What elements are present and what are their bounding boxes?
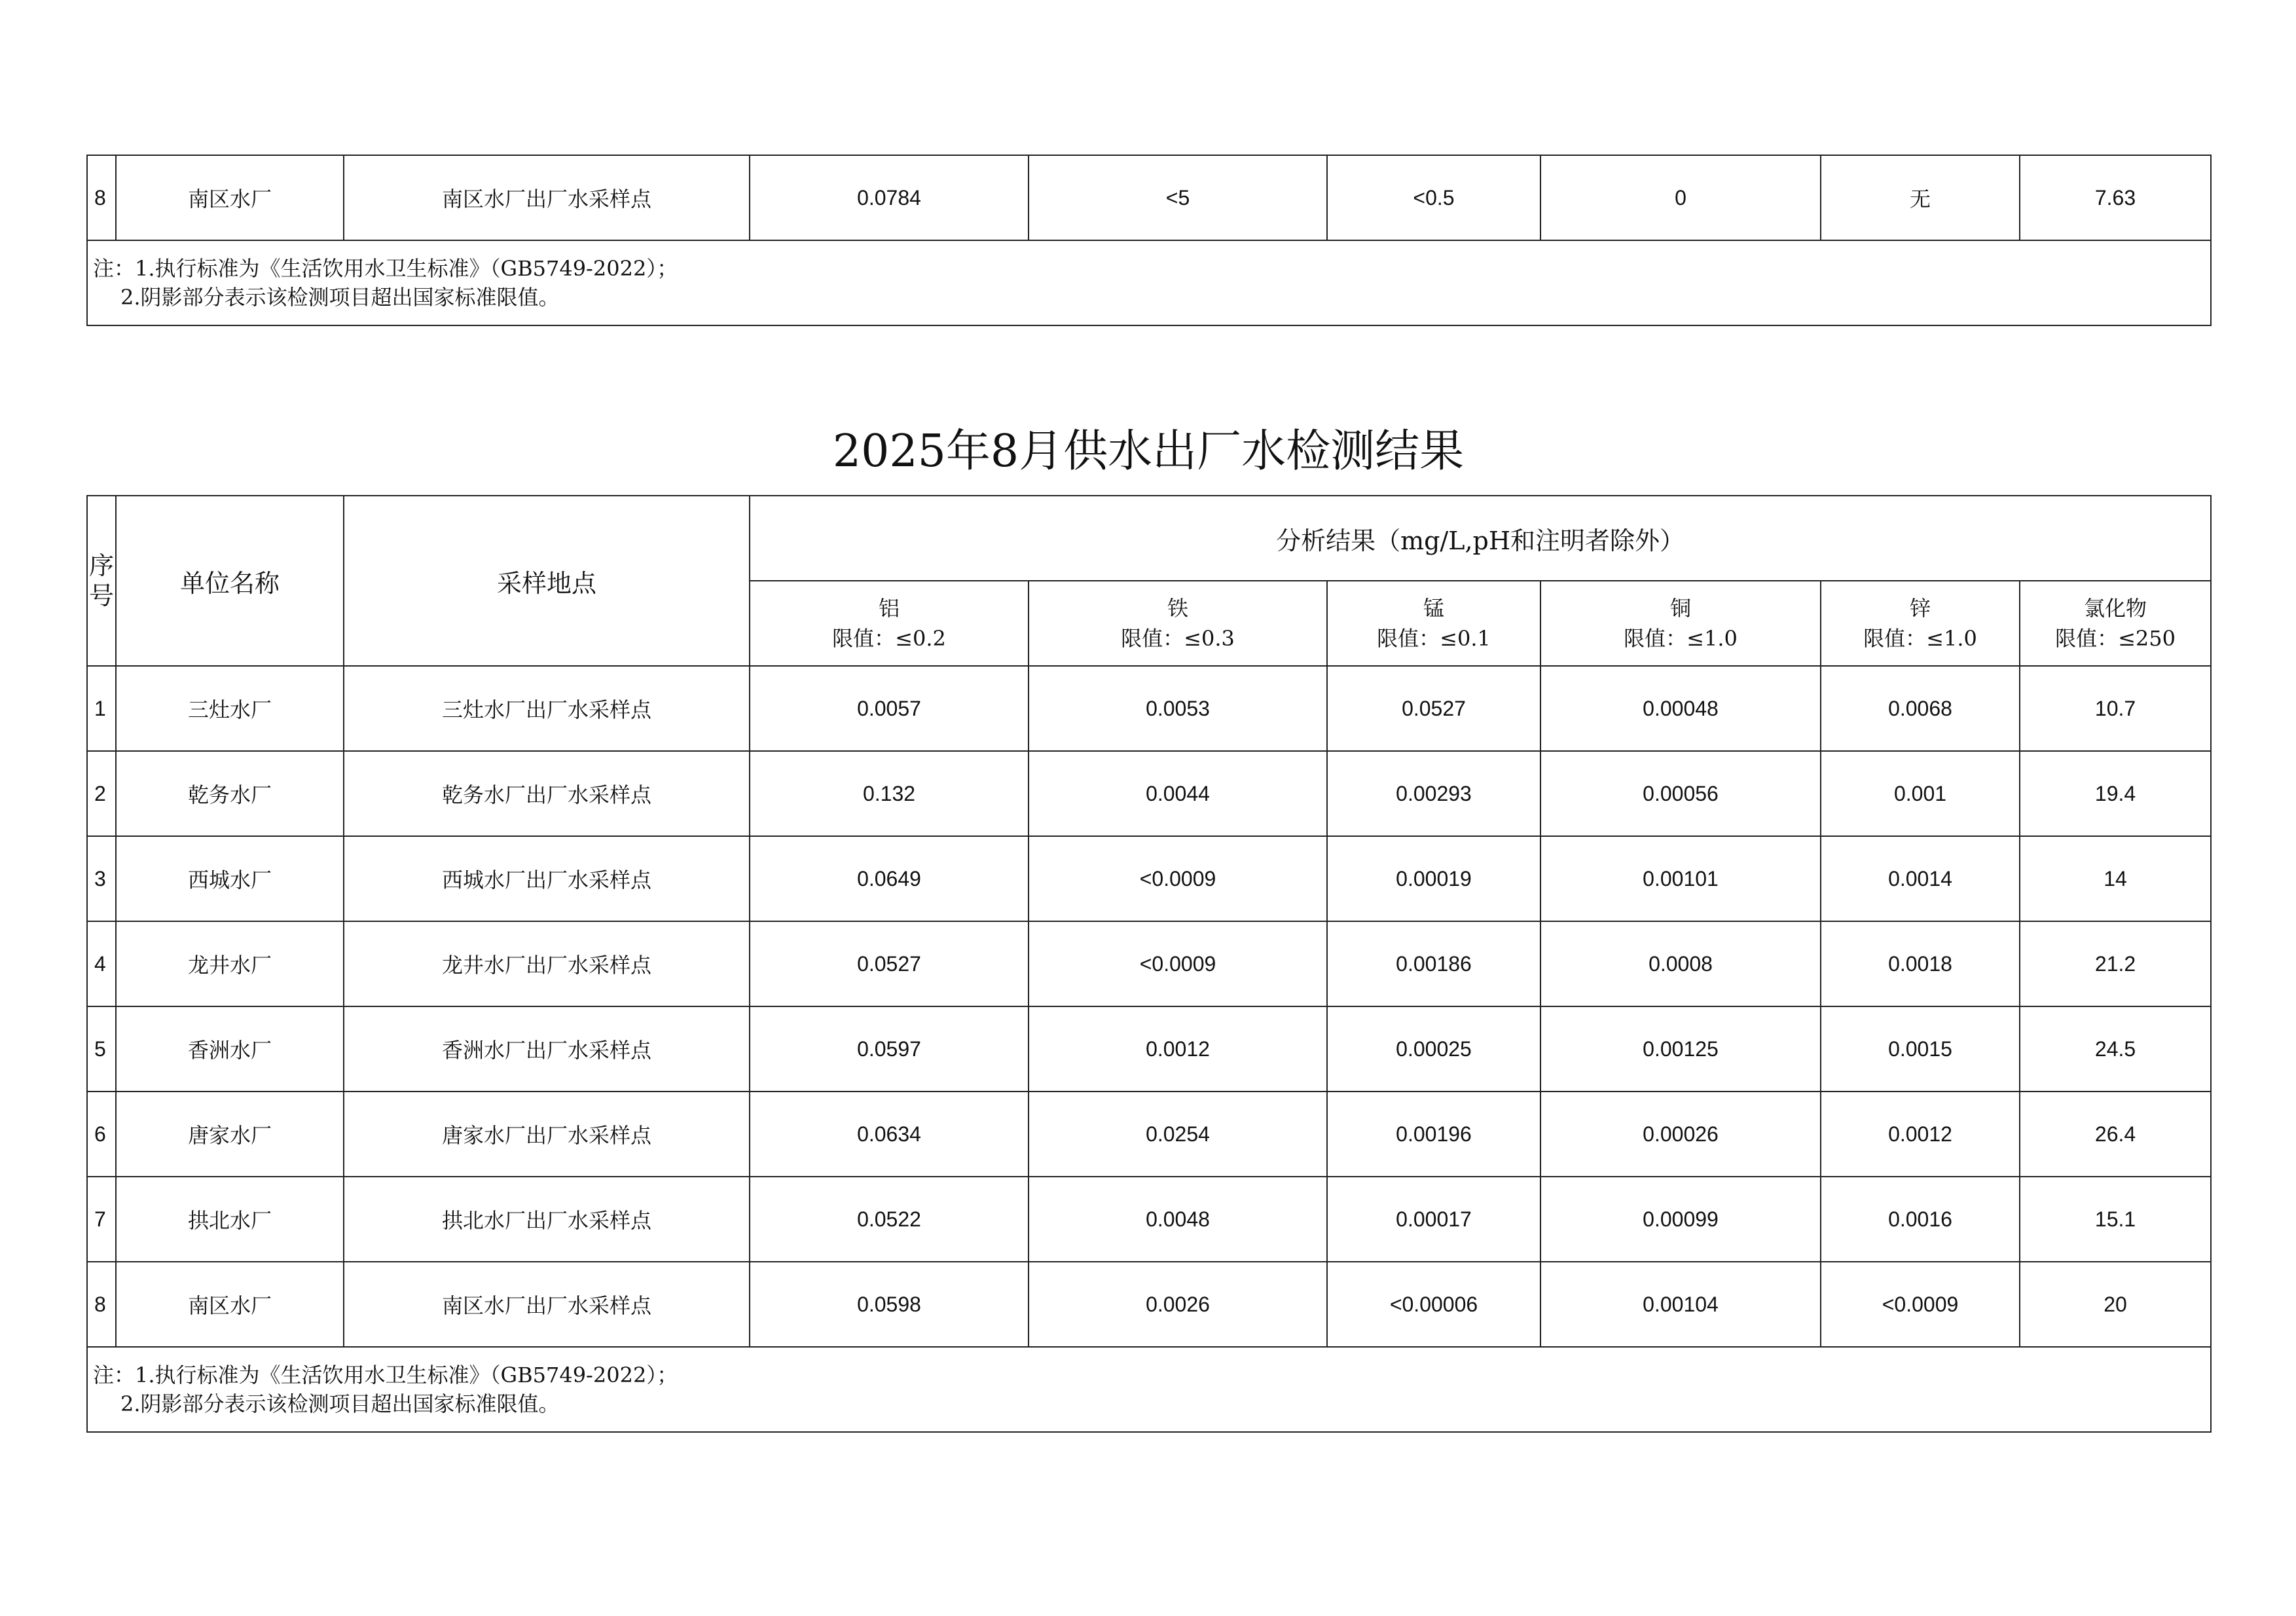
row-value: <0.0009: [1029, 836, 1327, 921]
row-value: 26.4: [2020, 1092, 2211, 1177]
row-value: 0.0527: [750, 921, 1029, 1006]
row-site: 南区水厂出厂水采样点: [344, 155, 750, 240]
row-seq: 8: [87, 155, 116, 240]
row-seq: 5: [87, 1006, 116, 1092]
row-value: 0.00196: [1327, 1092, 1540, 1177]
header-column: 铝 限值：≤0.2: [750, 581, 1029, 666]
row-seq: 2: [87, 751, 116, 836]
row-value: 0.00293: [1327, 751, 1540, 836]
note-line-1: 注：1.执行标准为《生活饮用水卫生标准》（GB5749-2022）；: [93, 256, 678, 281]
row-seq: 1: [87, 666, 116, 751]
row-unit: 南区水厂: [116, 155, 344, 240]
row-value: 0.00025: [1327, 1006, 1540, 1092]
row-value: 10.7: [2020, 666, 2211, 751]
header-column: 铁 限值：≤0.3: [1029, 581, 1327, 666]
row-seq: 8: [87, 1262, 116, 1347]
header-column: 锰 限值：≤0.1: [1327, 581, 1540, 666]
row-value: 0.00099: [1540, 1177, 1821, 1262]
row-value: 0.00026: [1540, 1092, 1821, 1177]
row-value: 0.0254: [1029, 1092, 1327, 1177]
row-seq: 7: [87, 1177, 116, 1262]
row-value: 0.0014: [1821, 836, 2020, 921]
row-unit: 乾务水厂: [116, 751, 344, 836]
header-analysis: 分析结果（mg/L,pH和注明者除外）: [750, 496, 2211, 581]
row-value: 无: [1821, 155, 2020, 240]
row-site: 唐家水厂出厂水采样点: [344, 1092, 750, 1177]
row-unit: 西城水厂: [116, 836, 344, 921]
row-value: 24.5: [2020, 1006, 2211, 1092]
row-unit: 拱北水厂: [116, 1177, 344, 1262]
row-value: 0.00019: [1327, 836, 1540, 921]
row-value: 0.0597: [750, 1006, 1029, 1092]
row-value: 15.1: [2020, 1177, 2211, 1262]
row-value: 0.0026: [1029, 1262, 1327, 1347]
row-value: <0.0009: [1029, 921, 1327, 1006]
row-value: 0.0012: [1821, 1092, 2020, 1177]
row-value: 20: [2020, 1262, 2211, 1347]
note-line-2: 2.阴影部分表示该检测项目超出国家标准限值。: [120, 285, 560, 310]
row-value: 0.00125: [1540, 1006, 1821, 1092]
previous-results-table: [86, 155, 2212, 326]
row-value: 0.0784: [750, 155, 1029, 240]
row-value: 0.0068: [1821, 666, 2020, 751]
row-value: <0.00006: [1327, 1262, 1540, 1347]
row-site: 龙井水厂出厂水采样点: [344, 921, 750, 1006]
row-seq: 6: [87, 1092, 116, 1177]
row-value: 0.00186: [1327, 921, 1540, 1006]
row-value: 0.0527: [1327, 666, 1540, 751]
note-row: [87, 240, 2211, 325]
row-value: 0.0048: [1029, 1177, 1327, 1262]
row-value: <0.5: [1327, 155, 1540, 240]
table-row: [87, 1177, 2211, 1262]
row-seq: 3: [87, 836, 116, 921]
row-value: 0.00017: [1327, 1177, 1540, 1262]
header-row: [87, 496, 2211, 581]
row-value: 0.00048: [1540, 666, 1821, 751]
row-seq: 4: [87, 921, 116, 1006]
table-row: [87, 836, 2211, 921]
row-site: 三灶水厂出厂水采样点: [344, 666, 750, 751]
row-value: 0.0018: [1821, 921, 2020, 1006]
row-unit: 南区水厂: [116, 1262, 344, 1347]
row-site: 拱北水厂出厂水采样点: [344, 1177, 750, 1262]
row-value: 19.4: [2020, 751, 2211, 836]
row-site: 乾务水厂出厂水采样点: [344, 751, 750, 836]
row-value: 0.0053: [1029, 666, 1327, 751]
table-row: [87, 666, 2211, 751]
row-value: 14: [2020, 836, 2211, 921]
table-row: [87, 1262, 2211, 1347]
note-row: [87, 1347, 2211, 1432]
header-column: 锌 限值：≤1.0: [1821, 581, 2020, 666]
row-site: 香洲水厂出厂水采样点: [344, 1006, 750, 1092]
row-value: 0.0634: [750, 1092, 1029, 1177]
header-site: 采样地点: [344, 496, 750, 666]
row-value: 0.0015: [1821, 1006, 2020, 1092]
row-value: 0.0522: [750, 1177, 1029, 1262]
row-unit: 香洲水厂: [116, 1006, 344, 1092]
row-value: 0.0598: [750, 1262, 1029, 1347]
table-row: [87, 1006, 2211, 1092]
results-table: [86, 495, 2212, 1433]
row-value: 0: [1540, 155, 1821, 240]
note-line-1: 注：1.执行标准为《生活饮用水卫生标准》（GB5749-2022）；: [93, 1363, 678, 1387]
row-value: 0.0649: [750, 836, 1029, 921]
row-value: 0.00101: [1540, 836, 1821, 921]
table-row: [87, 921, 2211, 1006]
header-column: 氯化物 限值：≤250: [2020, 581, 2211, 666]
row-value: 0.0016: [1821, 1177, 2020, 1262]
row-value: 0.0012: [1029, 1006, 1327, 1092]
header-seq: 序 号: [87, 496, 116, 666]
row-value: 0.00104: [1540, 1262, 1821, 1347]
row-site: 西城水厂出厂水采样点: [344, 836, 750, 921]
row-value: <0.0009: [1821, 1262, 2020, 1347]
row-value: 0.0044: [1029, 751, 1327, 836]
row-unit: 唐家水厂: [116, 1092, 344, 1177]
header-unit: 单位名称: [116, 496, 344, 666]
row-value: 0.132: [750, 751, 1029, 836]
header-column: 铜 限值：≤1.0: [1540, 581, 1821, 666]
table-row: [87, 155, 2211, 240]
row-unit: 三灶水厂: [116, 666, 344, 751]
note-line-2: 2.阴影部分表示该检测项目超出国家标准限值。: [120, 1391, 560, 1416]
row-site: 南区水厂出厂水采样点: [344, 1262, 750, 1347]
row-value: 0.0008: [1540, 921, 1821, 1006]
table-row: [87, 1092, 2211, 1177]
page-title: 2025年8月供水出厂水检测结果: [832, 426, 1465, 477]
row-value: 21.2: [2020, 921, 2211, 1006]
row-value: 0.00056: [1540, 751, 1821, 836]
row-value: 7.63: [2020, 155, 2211, 240]
table-note: [87, 240, 2211, 325]
row-value: 0.001: [1821, 751, 2020, 836]
row-value: 0.0057: [750, 666, 1029, 751]
table-row: [87, 751, 2211, 836]
row-unit: 龙井水厂: [116, 921, 344, 1006]
row-value: <5: [1029, 155, 1327, 240]
table-note: [87, 1347, 2211, 1432]
